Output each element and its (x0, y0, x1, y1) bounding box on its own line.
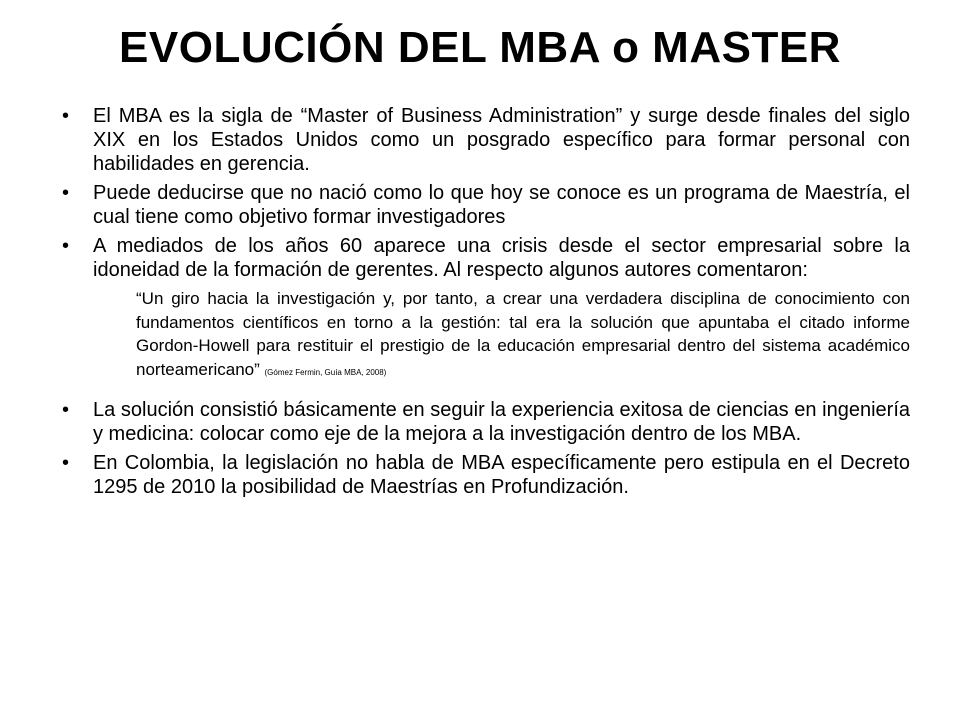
bullet-text: Puede deducirse que no nació como lo que hoy se conoce es un programa de Maestría, el cual tiene como objetivo formar investigadores (93, 182, 910, 228)
bullet-text: La solución consistió básicamente en seguir la experiencia exitosa de ciencias en ingeniería y medicina: colocar como eje de la mejora a la investigación dentro de los MBA. (93, 399, 910, 445)
bullet-item (60, 104, 910, 176)
bullet-text: En Colombia, la legislación no habla de MBA específicamente pero estipula en el Decreto 1295 de 2010 la posibilidad de Maestrías en Profundización. (93, 452, 910, 498)
bullet-icon: • (62, 399, 70, 421)
bullet-item (60, 181, 910, 229)
bullet-item (60, 398, 910, 446)
bullet-icon: • (62, 235, 70, 257)
bullet-icon: • (62, 452, 70, 474)
bullet-text: A mediados de los años 60 aparece una crisis desde el sector empresarial sobre la idoneidad de la formación de gerentes. Al respecto algunos autores comentaron: (93, 235, 910, 281)
bullet-icon: • (62, 182, 70, 204)
quote-citation: (Gómez Fermin, Guía MBA, 2008) (264, 367, 387, 377)
quote-block (136, 287, 910, 384)
bullet-icon: • (62, 105, 70, 127)
slide-content (60, 104, 910, 504)
slide-title: EVOLUCIÓN DEL MBA o MASTER (119, 23, 841, 72)
quote-text: “Un giro hacia la investigación y, por tanto, a crear una verdadera disciplina de conocimiento con fundamentos científicos en torno a la gestión: tal era la solución que apuntaba el citado informe Gordon-Howell para restituir el prestigio de la educación empresarial dentro del sistema académico norteamericano” (136, 289, 910, 379)
bullet-text: El MBA es la sigla de “Master of Business Administration” y surge desde finales del siglo XIX en los Estados Unidos como un posgrado específico para formar personal con habilidades en gerencia. (93, 105, 910, 175)
bullet-item (60, 234, 910, 282)
bullet-item (60, 451, 910, 499)
